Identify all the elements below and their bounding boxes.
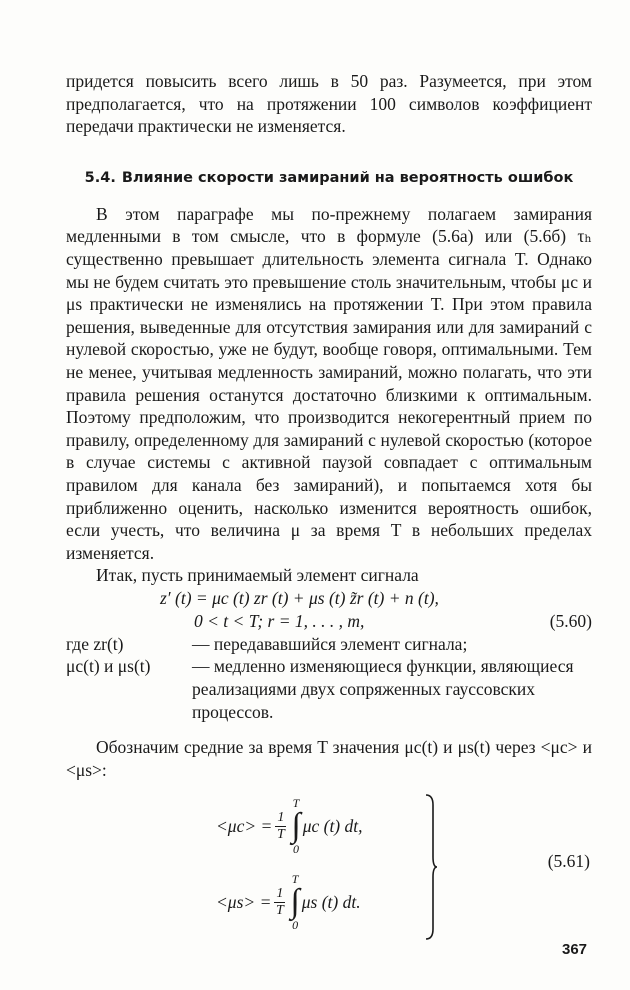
fraction: $\frac{1}{T}$ [276, 809, 285, 842]
definition-row [66, 655, 592, 723]
definition-label: μc(t) и μs(t) [66, 656, 151, 677]
section-heading [66, 169, 592, 187]
equation-560-line1 [66, 587, 592, 610]
equation-560-number: (5.60) [549, 610, 592, 631]
definition-text: — передававшийся элемент сигнала; [192, 633, 468, 654]
definition-row [66, 633, 592, 656]
equation-560-expr: z′ (t) = μc (t) zr (t) + μs (t) z̃r (t) + n (t), [160, 587, 439, 608]
equation-561-integrand1: μc (t) dt, [302, 815, 363, 836]
equation-561-lhs2: <μs> = [216, 891, 272, 912]
definition-text: — медленно изменяющиеся функции, являющиеся реализациями двух сопряженных гауссовских процессов. [192, 656, 574, 722]
paragraph-2: Итак, пусть принимаемый элемент сигнала [96, 565, 419, 586]
section-title: Влияние скорости замираний на вероятность ошибок [121, 169, 574, 186]
equation-561-lhs1: <μc> = [216, 815, 273, 836]
equation-560-cond: 0 < t < T; r = 1, . . . , m, [194, 610, 365, 631]
paragraph-1: В этом параграфе мы по-прежнему полагаем замирания медленными в том смысле, что в формуле (5.6а) или (5.6б) τₕ существенно превышает длительность элемента сигнала T. Однако мы не будем считать это превышение столь значительным, чтобы μc и μs практически не изменялись на протяжении T. При этом правила решения, выведенные для отсутствия замирания или для замираний с нулевой скоростью, уже не будут, вообще говоря, оптимальными. Тем не менее, учитывая медленность замираний, можно полагать, что эти правила решения останутся достаточно близкими к оптимальным. Поэтому предположим, что производится некогерентный прием по правилу, определенному для замираний с нулевой скоростью (которое в случае системы с активной паузой совпадает с оптимальным правилом для канала без замираний), и попытаемся хотя бы приближенно оценить, насколько изменится вероятность ошибок, если учесть, что величина μ за время T в небольших пределах изменяется. [66, 203, 592, 563]
equation-561-row1 [216, 797, 363, 855]
section-number: 5.4. [84, 169, 116, 186]
page-body [66, 70, 592, 945]
equation-561-row2 [216, 873, 361, 931]
equation-561-number: (5.61) [547, 851, 590, 872]
equation-561 [66, 785, 592, 945]
definitions-list [66, 633, 592, 723]
equation-561-integrand2: μs (t) dt. [301, 891, 361, 912]
integral-sign: T ∫ 0 [290, 872, 300, 933]
fraction: $\frac{1}{T}$ [276, 885, 284, 918]
integral-sign: T ∫ 0 [291, 796, 301, 857]
definition-label: где zr(t) [66, 633, 124, 654]
page-number: 367 [562, 941, 588, 958]
paragraph-3: Обозначим средние за время T значения μc(t) и μs(t) через <μc> и <μs>: [66, 737, 592, 780]
intro-paragraph: придется повысить всего лишь в 50 раз. Разумеется, при этом предполагается, что на протяжении 100 символов коэффициент передачи практически не изменяется. [66, 71, 592, 137]
equation-560-line2 [66, 610, 592, 633]
right-brace [424, 793, 438, 941]
